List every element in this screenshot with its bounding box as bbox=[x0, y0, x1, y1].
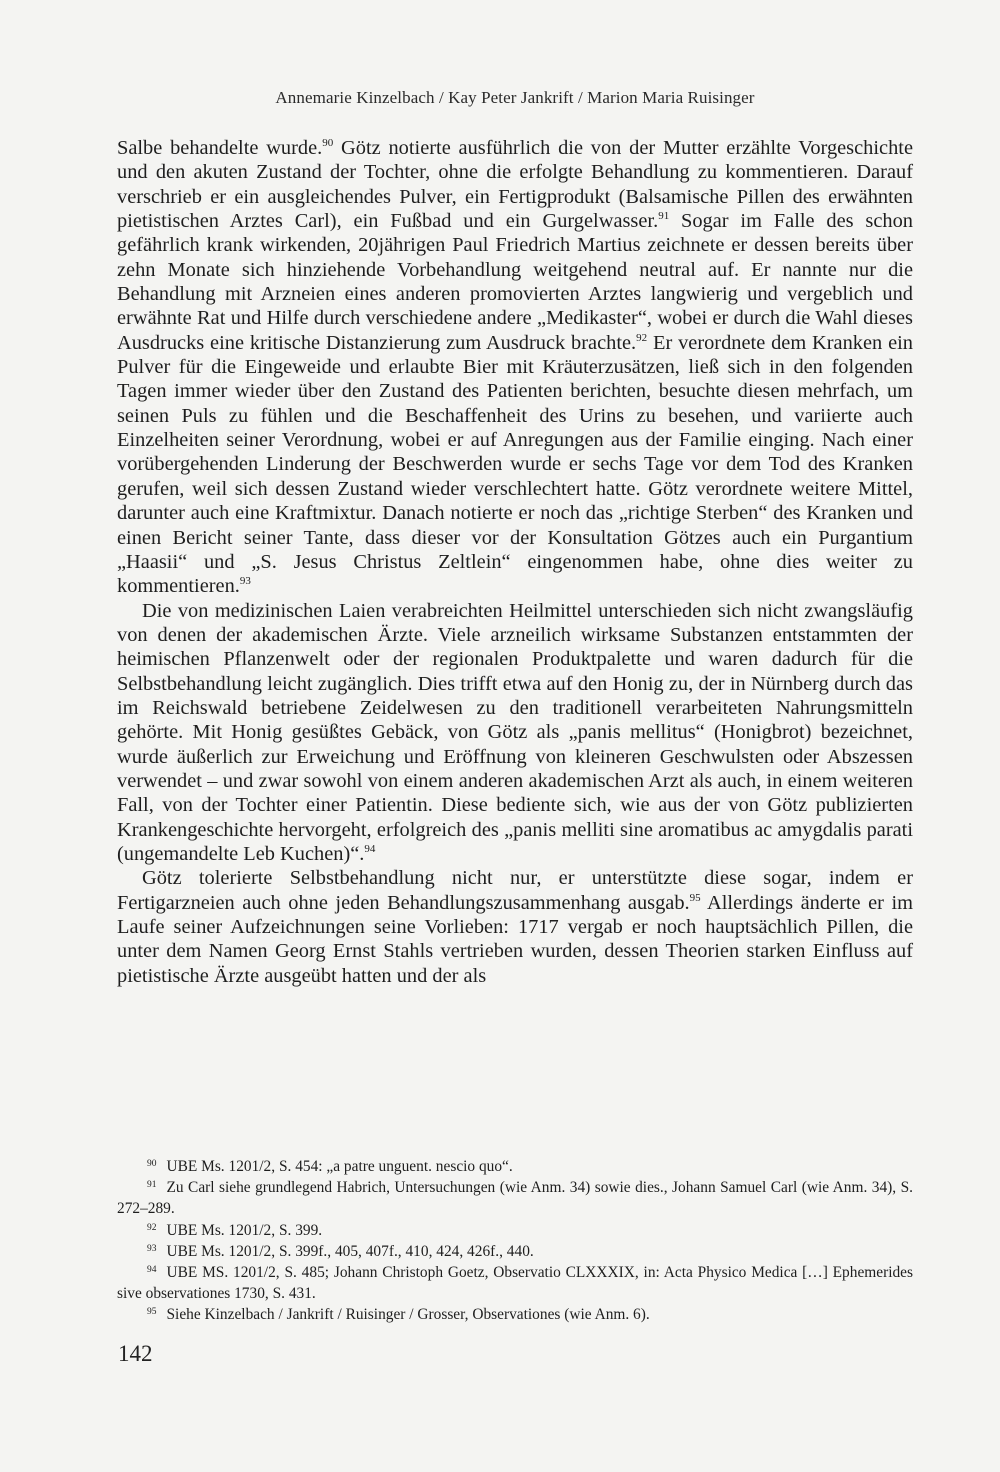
footnote-number: 94 bbox=[147, 1265, 157, 1276]
footnote-number: 90 bbox=[147, 1159, 157, 1169]
footnote bbox=[117, 1241, 913, 1262]
footnote bbox=[117, 1177, 913, 1219]
paragraph-text: Sogar im Falle des schon gefährlich krank wirkenden, 20jährigen Paul Friedrich Martius zeichnete er dessen bereits über zehn Monate sich hinziehende Vorbehandlung weitgehend neutral auf. Er nannte nur die Behandlung mit Arzneien eines anderen promovierten Arztes langwierig und vergeblich und erwähnte Rat und Hilfe durch verschiedene andere „Medikaster“, wobei er durch die Wahl dieses Ausdrucks eine kritische Distanzierung zum Ausdruck brachte. bbox=[117, 210, 914, 354]
footnote-text: UBE Ms. 1201/2, S. 454: „a patre unguent. nescio quo“. bbox=[166, 1158, 513, 1175]
footnote-reference[interactable]: 95 bbox=[689, 891, 701, 904]
footnote-number: 92 bbox=[147, 1222, 157, 1233]
footnote-text: UBE MS. 1201/2, S. 485; Johann Christoph Goetz, Observatio CLXXXIX, in: Acta Physico Medica […] Ephemerides sive observationes 1730, S. 431. bbox=[117, 1264, 913, 1303]
paragraph-text: Die von medizinischen Laien verabreichten Heilmittel unterschieden sich nicht zwangsläufig von denen der akademischen Ärzte. Viele arzneilich wirksame Substanzen entstammten der heimischen Pflanzenwelt oder der regionalen Produktpalette und waren dadurch für die Selbstbehandlung leicht zugänglich. Dies trifft etwa auf den Honig zu, der in Nürnberg durch das im Reichswald betriebene Zeidelwesen zu den traditionell verarbeiteten Nahrungsmitteln gehörte. Mit Honig gesüßtes Gebäck, von Götz als „panis mellitus“ (Honigbrot) bezeichnet, wurde äußerlich zur Erweichung und Eröffnung von kleineren Geschwulsten oder Abszessen verwendet – und zwar sowohl von einem anderen akademischen Arzt als auch, in einem weiteren Fall, von der Tochter einer Patientin. Diese bediente sich, wie aus der von Götz publizierten Krankengeschichte hervorgeht, erfolgreich des „panis melliti sine aromatibus ac amygdalis parati (ungemandelte Leb Kuchen)“. bbox=[117, 599, 913, 865]
footnote bbox=[117, 1304, 913, 1325]
footnote-text: UBE Ms. 1201/2, S. 399. bbox=[166, 1221, 323, 1239]
footnote bbox=[117, 1220, 913, 1241]
body-text bbox=[117, 136, 913, 988]
footnote-reference[interactable]: 94 bbox=[364, 842, 376, 855]
paragraph-text: Er verordnete dem Kranken ein Pulver für die Eingeweide und erlaubte Bier mit Kräuterzusätzen, ließ sich in den folgenden Tagen immer wieder über den Zustand des Patienten berichten, besuchte diesen mehrfach, um seinen Puls zu fühlen und die Beschaffenheit des Urins zu besehen, und variierte auch Einzelheiten seiner Verordnung, wobei er auf Anregungen aus der Familie einging. Nach einer vorübergehenden Linderung der Beschwerden wurde er sechs Tage vor dem Tod des Kranken gerufen, weil sich dessen Zustand wieder verschlechtert hatte. Götz verordnete weitere Mittel, darunter auch eine Kraftmixtur. Danach notierte er noch das „richtige Sterben“ des Kranken und einen Bericht seiner Tante, dass dieser vor der Konsultation Götzes auch ein Purgantium „Haasii“ und „S. Jesus Christus Zeltlein“ eingenommen habe, ohne dies weiter zu kommentieren. bbox=[117, 331, 913, 598]
body-paragraph bbox=[117, 136, 913, 599]
footnote-reference[interactable]: 93 bbox=[239, 575, 251, 588]
footnote-text: Zu Carl siehe grundlegend Habrich, Untersuchungen (wie Anm. 34) sowie dies., Johann Samuel Carl (wie Anm. 34), S. 272–289. bbox=[117, 1179, 913, 1218]
running-header: Annemarie Kinzelbach / Kay Peter Jankrift / Marion Maria Ruisinger bbox=[275, 88, 755, 107]
body-paragraph bbox=[117, 599, 913, 867]
footnote-number: 91 bbox=[147, 1180, 157, 1191]
paragraph-text: Götz notierte ausführlich die von der Mutter erzählte Vorgeschichte und den akuten Zustand der Tochter, ohne die erfolgte Behandlung zu kommentieren. Darauf verschrieb er ein ausgleichendes Pulver, ein Fertigprodukt (Balsamische Pillen des erwähnten pietistischen Arztes Carl), ein Fußbad und ein Gurgelwasser. bbox=[117, 137, 913, 233]
footnote-reference[interactable]: 92 bbox=[636, 331, 648, 344]
footnote bbox=[117, 1156, 913, 1177]
paragraph-text: Götz tolerierte Selbstbehandlung nicht nur, er unterstützte diese sogar, indem er Fertigarzneien auch ohne jeden Behandlungszusammenhang ausgab. bbox=[117, 867, 913, 914]
footnote-number: 93 bbox=[147, 1243, 157, 1254]
paragraph-text: Allerdings änderte er im Laufe seiner Aufzeichnungen seine Vorlieben: 1717 vergab er noch hauptsächlich Pillen, die unter dem Namen Georg Ernst Stahls vertrieben wurden, dessen Theorien starken Einfluss auf pietistische Ärzte ausgeübt hatten und der als bbox=[117, 891, 913, 987]
footnote-text: UBE Ms. 1201/2, S. 399f., 405, 407f., 410, 424, 426f., 440. bbox=[166, 1242, 534, 1260]
footnote-reference[interactable]: 90 bbox=[322, 137, 334, 149]
page-number: 142 bbox=[118, 1341, 153, 1366]
footnotes bbox=[117, 1156, 913, 1326]
footnote-reference[interactable]: 91 bbox=[658, 210, 670, 223]
footnote bbox=[117, 1262, 913, 1304]
paragraph-text: Salbe behandelte wurde. bbox=[117, 137, 323, 159]
body-paragraph bbox=[117, 866, 913, 988]
footnote-text: Siehe Kinzelbach / Jankrift / Ruisinger / Grosser, Observationes (wie Anm. 6). bbox=[166, 1306, 650, 1324]
footnote-number: 95 bbox=[147, 1307, 157, 1318]
